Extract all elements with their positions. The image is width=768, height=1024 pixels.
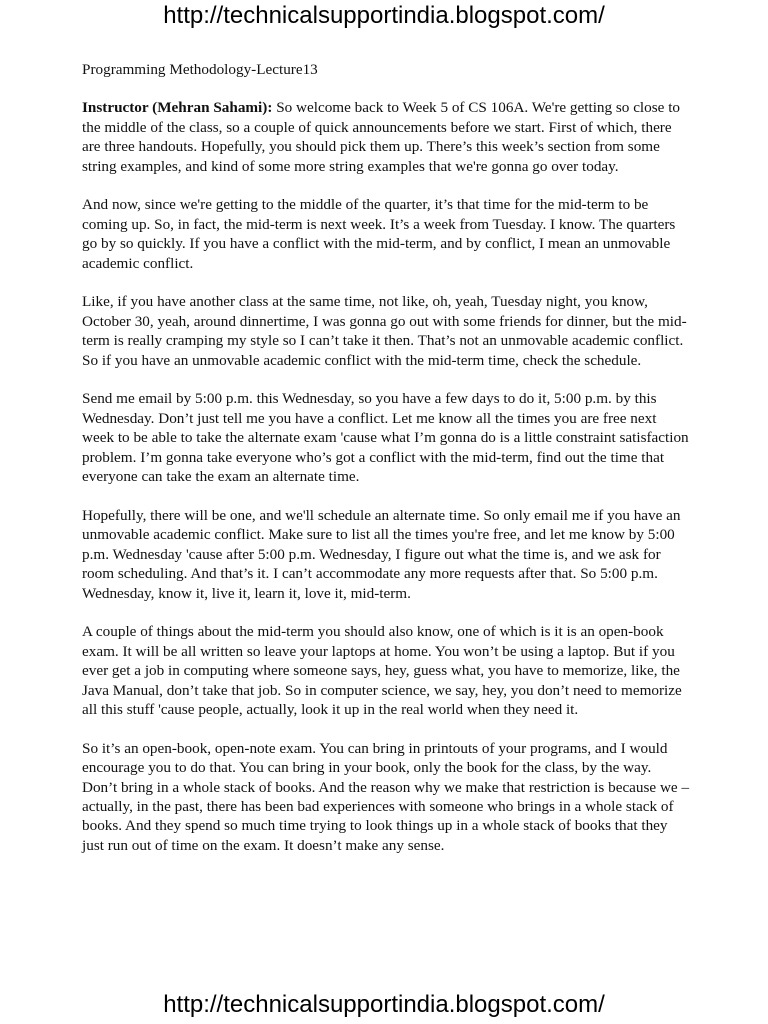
paragraph-5: Hopefully, there will be one, and we'll schedule an alternate time. So only email me if you have an unmovable academic conflict. Make sure to list all the times you're free, and let me know by 5:00 p.m. Wednesday 'cause after 5:00 p.m. Wednesday, I figure out what the time is, and we ask for room scheduling. And that’s it. I can’t accommodate any more requests after that. So 5:00 p.m. Wednesday, know it, live it, learn it, love it, mid-term. [82, 506, 681, 602]
paragraph-2: And now, since we're getting to the middle of the quarter, it’s that time for the mid-term to be coming up. So, in fact, the mid-term is next week. It’s a week from Tuesday. I know. The quarters go by so quickly. If you have a conflict with the mid-term, and by conflict, I mean an unmovable academic conflict. [82, 196, 676, 272]
paragraph-4: Send me email by 5:00 p.m. this Wednesday, so you have a few days to do it, 5:00 p.m. by this Wednesday. Don’t just tell me you have a conflict. Let me know all the times you are free next week to be able to take the alternate exam 'cause what I’m gonna do is a little constraint satisfaction problem. I’m gonna take everyone who’s got a conflict with the mid-term, find out the time that everyone can take the exam an alternate time. [82, 390, 689, 486]
paragraph-7: So it’s an open-book, open-note exam. You can bring in printouts of your programs, and I would encourage you to do that. You can bring in your book, only the book for the class, by the way. Don’t bring in a whole stack of books. And the reason why we make that restriction is because we – actually, in the past, there has been bad experiences with someone who brings in a whole stack of books. And they spend so much time trying to look things up in a whole stack of books that they just run out of time on the exam. It doesn’t make any sense. [82, 739, 690, 854]
paragraph-6: A couple of things about the mid-term you should also know, one of which is it is an open-book exam. It will be all written so leave your laptops at home. You won’t be using a laptop. But if you ever get a job in computing where someone says, hey, guess what, you have to memorize, like, the Java Manual, don’t take that job. So in computer science, we say, hey, you don’t need to memorize all this stuff 'cause people, actually, look it up in the real world when they need it. [82, 623, 682, 718]
paragraph-3: Like, if you have another class at the same time, not like, oh, yeah, Tuesday night, you know, October 30, yeah, around dinnertime, I was gonna go out with some friends for dinner, but the mid-term is really cramping my style so I can’t take it then. That’s not an unmovable academic conflict. So if you have an unmovable academic conflict with the mid-term time, check the schedule. [82, 293, 687, 369]
footer-url-watermark: http://technicalsupportindia.blogspot.com/ [163, 991, 605, 1018]
document-title: Programming Methodology-Lecture13 [82, 61, 318, 78]
paragraph-1 [82, 98, 690, 176]
document-body [82, 60, 690, 875]
paragraph-1-text: So welcome back to Week 5 of CS 106A. We're getting so close to the middle of the class, so a couple of quick announcements before we start. First of which, there are three handouts. Hopefully, you should pick them up. There’s this week’s section from some string examples, and kind of some more string examples that we're gonna go over today. [82, 99, 681, 175]
speaker-label: Instructor (Mehran Sahami): [82, 99, 273, 117]
header-url-watermark: http://technicalsupportindia.blogspot.com/ [163, 2, 605, 29]
